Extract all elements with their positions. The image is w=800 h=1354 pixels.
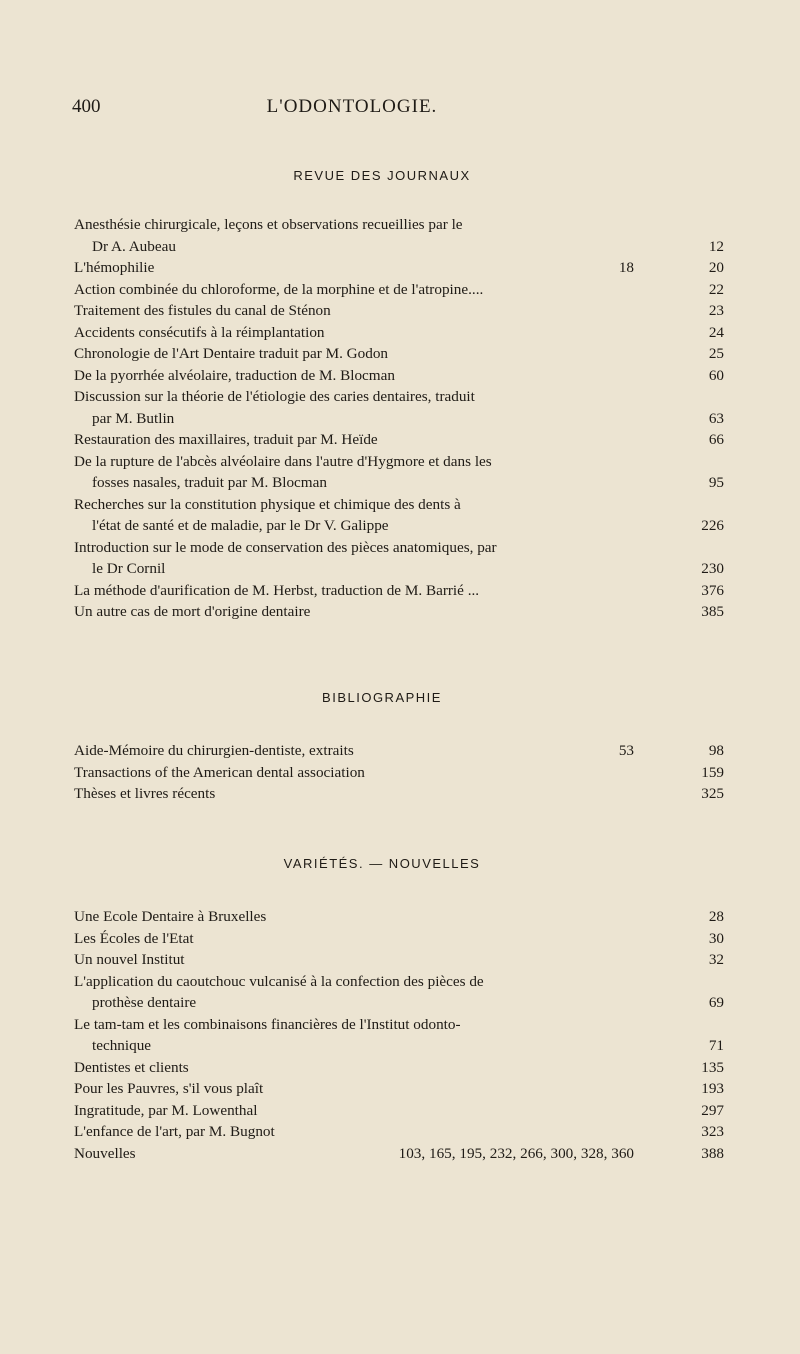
toc-entry xyxy=(74,322,724,344)
toc-entry-extra-pages: 103, 165, 195, 232, 266, 300, 328, 360 xyxy=(398,1144,634,1162)
toc-entry-page: 20 xyxy=(708,259,724,276)
toc-entry xyxy=(74,343,724,365)
section-title-revue: REVUE DES JOURNAUX xyxy=(293,168,471,183)
toc-entry-page: 66 xyxy=(708,431,724,448)
toc-entry-title: Thèses et livres récents xyxy=(74,785,216,802)
page-header xyxy=(72,96,592,122)
toc-entry-title-continuation: l'état de santé et de maladie, par le Dr V. Galippe xyxy=(92,517,389,534)
toc-entry-page: 323 xyxy=(701,1123,724,1140)
toc-entry-page: 376 xyxy=(701,581,724,599)
toc-entry-title-continuation: Dr A. Aubeau xyxy=(92,237,176,255)
toc-entry xyxy=(74,214,724,257)
toc-entry-page: 135 xyxy=(701,1058,724,1076)
toc-entry xyxy=(74,971,724,1014)
toc-entry xyxy=(74,279,724,301)
toc-entry-page: 22 xyxy=(708,280,724,298)
toc-entry-title-continuation: prothèse dentaire xyxy=(92,994,197,1011)
toc-entry-title: Anesthésie chirurgicale, leçons et observations recueillies par le xyxy=(74,216,463,233)
toc-entry-page: 71 xyxy=(708,1037,724,1054)
toc-entry-title: Chronologie de l'Art Dentaire traduit par M. Godon xyxy=(74,345,389,362)
toc-entry xyxy=(74,386,724,429)
toc-entry xyxy=(74,494,724,537)
section-title-varietes: VARIÉTÉS. — NOUVELLES xyxy=(283,856,481,871)
toc-entry-title: Accidents consécutifs à la réimplantation xyxy=(74,323,325,341)
toc-entry-title: Restauration des maxillaires, traduit par M. Heïde xyxy=(74,431,378,448)
toc-entry-page: 12 xyxy=(708,237,724,255)
toc-entry xyxy=(74,580,724,602)
toc-entry xyxy=(74,1057,724,1079)
toc-entry-title: Les Écoles de l'Etat xyxy=(74,929,194,947)
toc-entry-title: Ingratitude, par M. Lowenthal xyxy=(74,1101,258,1119)
toc-entry-title: Un autre cas de mort d'origine dentaire xyxy=(74,603,311,620)
toc-entry-page: 28 xyxy=(708,908,724,925)
toc-entry-page: 24 xyxy=(708,323,724,341)
toc-entry-title: Le tam-tam et les combinaisons financières de l'Institut odonto- xyxy=(74,1015,461,1033)
section-revue-entries xyxy=(74,214,724,623)
section-bibliographie-entries xyxy=(74,740,724,805)
toc-entry xyxy=(74,928,724,950)
running-title: L'ODONTOLOGIE. xyxy=(266,96,438,117)
toc-entry-page: 30 xyxy=(708,929,724,947)
toc-entry xyxy=(74,257,724,279)
toc-entry xyxy=(74,451,724,494)
page-number: 400 xyxy=(72,96,101,117)
toc-entry xyxy=(74,906,724,928)
toc-entry-title: Une Ecole Dentaire à Bruxelles xyxy=(74,908,267,925)
toc-entry-page: 98 xyxy=(708,742,724,759)
toc-entry-page: 230 xyxy=(701,560,724,577)
toc-entry-page: 159 xyxy=(701,763,724,781)
toc-entry-title: De la pyorrhée alvéolaire, traduction de M. Blocman xyxy=(74,366,395,384)
toc-entry-title-continuation: par M. Butlin xyxy=(92,409,175,427)
section-title-bibliographie: BIBLIOGRAPHIE xyxy=(322,690,442,705)
toc-entry-page: 69 xyxy=(708,994,724,1011)
toc-entry xyxy=(74,762,724,784)
toc-entry-page: 60 xyxy=(708,366,724,384)
toc-entry-title: Dentistes et clients xyxy=(74,1058,189,1076)
toc-entry-extra-pages: 53 xyxy=(618,742,634,759)
toc-entry xyxy=(74,601,724,623)
toc-entry-title: De la rupture de l'abcès alvéolaire dans l'autre d'Hygmore et dans les xyxy=(74,452,492,470)
toc-entry-page: 385 xyxy=(701,603,724,620)
toc-entry xyxy=(74,300,724,322)
toc-entry-title-continuation: technique xyxy=(92,1037,152,1054)
toc-entry-title: Action combinée du chloroforme, de la morphine et de l'atropine.... xyxy=(74,280,484,298)
toc-entry-page: 297 xyxy=(701,1101,724,1119)
toc-entry-title: Introduction sur le mode de conservation des pièces anatomiques, par xyxy=(74,538,497,556)
toc-entry xyxy=(74,1143,724,1165)
toc-entry-page: 32 xyxy=(708,951,724,968)
toc-entry-title: Aide-Mémoire du chirurgien-dentiste, extraits xyxy=(74,742,354,759)
toc-entry-title: Traitement des fistules du canal de Sténon xyxy=(74,302,331,319)
toc-entry-title: Nouvelles xyxy=(74,1144,136,1162)
toc-entry xyxy=(74,1121,724,1143)
toc-entry xyxy=(74,1100,724,1122)
toc-entry xyxy=(74,365,724,387)
toc-entry-title: Pour les Pauvres, s'il vous plaît xyxy=(74,1080,264,1097)
toc-entry xyxy=(74,537,724,580)
toc-entry-title: L'enfance de l'art, par M. Bugnot xyxy=(74,1123,275,1140)
toc-entry-page: 95 xyxy=(708,474,724,491)
toc-entry-page: 23 xyxy=(708,302,724,319)
toc-entry-title: Un nouvel Institut xyxy=(74,951,185,968)
toc-entry xyxy=(74,740,724,762)
toc-entry xyxy=(74,1078,724,1100)
toc-entry-page: 25 xyxy=(708,345,724,362)
toc-entry xyxy=(74,1014,724,1057)
toc-entry-title: Transactions of the American dental association xyxy=(74,763,365,781)
toc-entry-title-continuation: le Dr Cornil xyxy=(92,560,166,577)
toc-entry-page: 325 xyxy=(701,785,724,802)
toc-entry-page: 226 xyxy=(701,517,724,534)
section-varietes-entries xyxy=(74,906,724,1164)
toc-entry-title: L'application du caoutchouc vulcanisé à la confection des pièces de xyxy=(74,972,484,990)
toc-entry-page: 193 xyxy=(701,1080,724,1097)
toc-entry xyxy=(74,429,724,451)
toc-entry xyxy=(74,783,724,805)
toc-entry-page: 388 xyxy=(701,1144,724,1162)
toc-entry-title-continuation: fosses nasales, traduit par M. Blocman xyxy=(92,474,327,491)
toc-entry-title: Discussion sur la théorie de l'étiologie des caries dentaires, traduit xyxy=(74,388,475,405)
toc-entry-title: La méthode d'aurification de M. Herbst, traduction de M. Barrié ... xyxy=(74,581,480,599)
toc-entry-title: L'hémophilie xyxy=(74,259,155,276)
toc-entry xyxy=(74,949,724,971)
toc-entry-page: 63 xyxy=(708,409,724,427)
toc-entry-title: Recherches sur la constitution physique et chimique des dents à xyxy=(74,495,461,513)
toc-entry-extra-pages: 18 xyxy=(618,259,634,276)
